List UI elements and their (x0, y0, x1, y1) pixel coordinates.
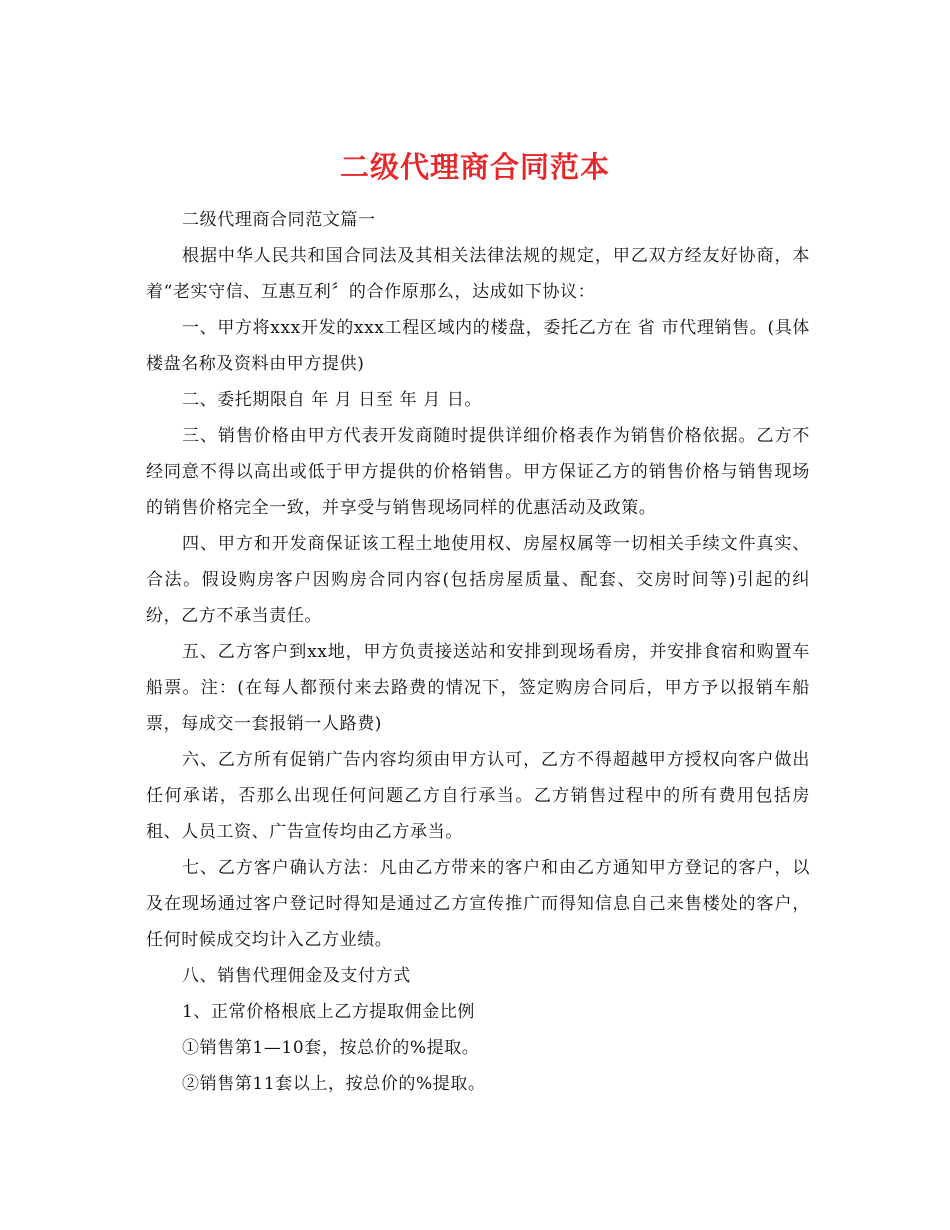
clause-1-paragraph: 一、甲方将xxx开发的xxx工程区域内的楼盘，委托乙方在 省 市代理销售。(具体楼盘名称及资料由甲方提供) (146, 318, 810, 374)
clause-6-paragraph: 六、乙方所有促销广告内容均须由甲方认可，乙方不得超越甲方授权向客户做出任何承诺，否那么出现任何问题乙方自行承当。乙方销售过程中的所有费用包括房租、人员工资、广告宣传均由乙方承当。 (146, 750, 810, 842)
commission-rule-1: 1、正常价格根底上乙方提取佣金比例 (182, 1002, 476, 1022)
commission-tier-1: ①销售第1—10套，按总价的%提取。 (182, 1038, 480, 1058)
clause-3-paragraph: 三、销售价格由甲方代表开发商随时提供详细价格表作为销售价格依据。乙方不经同意不得以高出或低于甲方提供的价格销售。甲方保证乙方的销售价格与销售现场的销售价格完全一致，并享受与销售现场同样的优惠活动及政策。 (146, 426, 810, 518)
clause-4-paragraph: 四、甲方和开发商保证该工程土地使用权、房屋权属等一切相关手续文件真实、合法。假设购房客户因购房合同内容(包括房屋质量、配套、交房时间等)引起的纠纷，乙方不承当责任。 (146, 534, 810, 626)
document-title: 二级代理商合同范本 (339, 150, 610, 185)
section-heading-paragraph: 二级代理商合同范文篇一 (182, 210, 376, 230)
clause-2-paragraph: 二、委托期限自 年 月 日至 年 月 日。 (182, 390, 483, 410)
document-body (146, 202, 810, 1102)
preamble-paragraph: 根据中华人民共和国合同法及其相关法律法规的规定，甲乙双方经友好协商，本着“老实守信、互惠互利〞的合作原那么，达成如下协议： (146, 246, 810, 302)
clause-5-paragraph: 五、乙方客户到xx地，甲方负责接送站和安排到现场看房，并安排食宿和购置车船票。注：(在每人都预付来去路费的情况下，签定购房合同后，甲方予以报销车船票，每成交一套报销一人路费) (146, 642, 810, 734)
clause-7-paragraph: 七、乙方客户确认方法：凡由乙方带来的客户和由乙方通知甲方登记的客户，以及在现场通过客户登记时得知是通过乙方宣传推广而得知信息自己来售楼处的客户，任何时候成交均计入乙方业绩。 (146, 858, 810, 950)
commission-tier-2: ②销售第11套以上，按总价的%提取。 (182, 1074, 486, 1094)
clause-8-heading: 八、销售代理佣金及支付方式 (182, 966, 411, 986)
